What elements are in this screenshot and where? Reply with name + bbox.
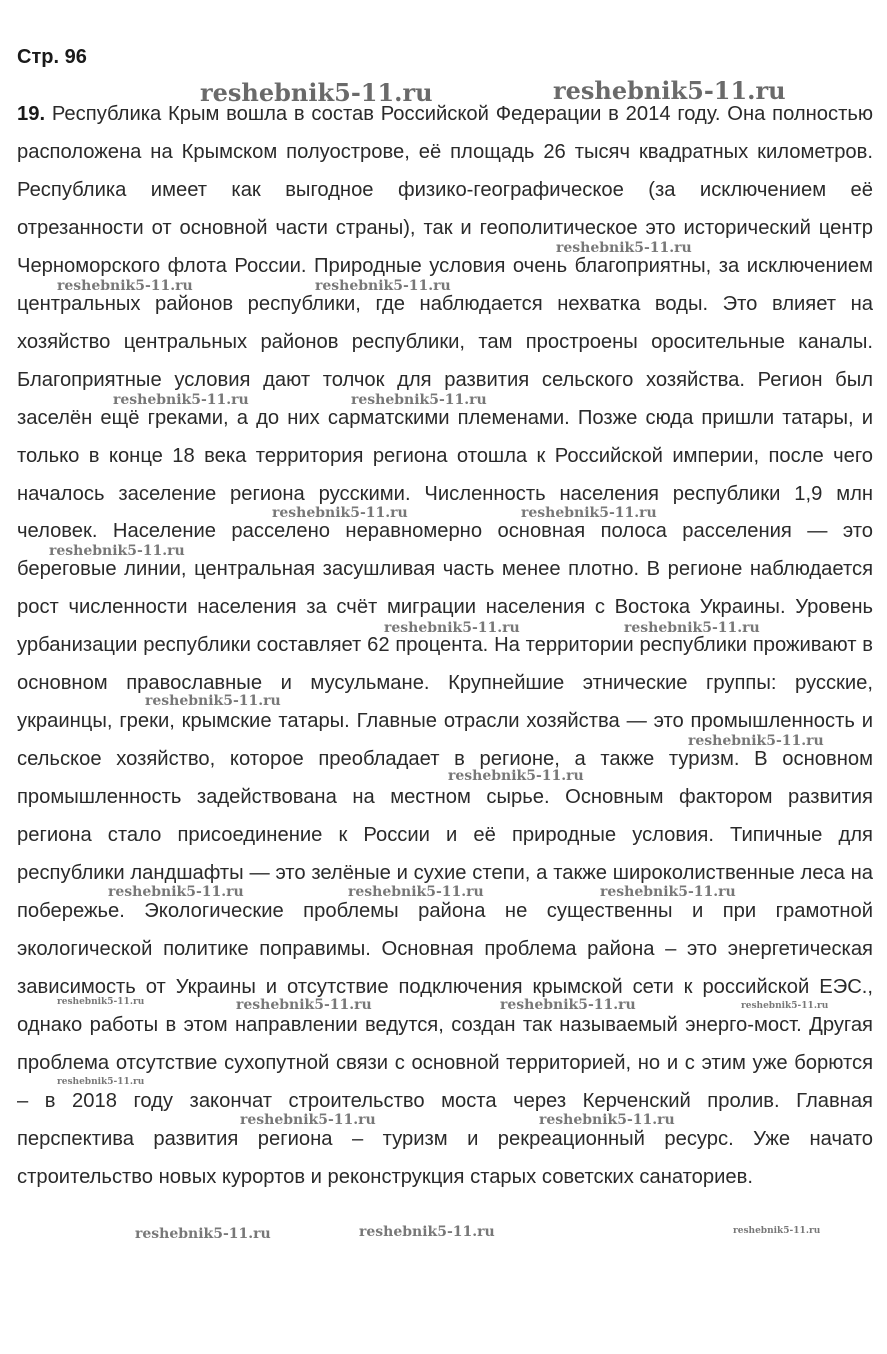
watermark: reshebnik5-11.ru [57, 1077, 145, 1087]
watermark: reshebnik5-11.ru [733, 1226, 821, 1236]
watermark: reshebnik5-11.ru [448, 768, 584, 784]
watermark: reshebnik5-11.ru [49, 543, 185, 559]
watermark: reshebnik5-11.ru [145, 693, 281, 709]
watermark: reshebnik5-11.ru [600, 884, 736, 900]
watermark: reshebnik5-11.ru [359, 1224, 495, 1240]
watermark: reshebnik5-11.ru [553, 76, 786, 105]
watermark: reshebnik5-11.ru [624, 620, 760, 636]
watermark: reshebnik5-11.ru [315, 278, 451, 294]
watermark: reshebnik5-11.ru [688, 733, 824, 749]
watermark: reshebnik5-11.ru [113, 392, 249, 408]
watermark: reshebnik5-11.ru [108, 884, 244, 900]
watermark: reshebnik5-11.ru [57, 278, 193, 294]
task-text-block [17, 96, 873, 1197]
page-label: Стр. 96 [17, 46, 87, 68]
watermark: reshebnik5-11.ru [240, 1112, 376, 1128]
watermark: reshebnik5-11.ru [539, 1112, 675, 1128]
watermark: reshebnik5-11.ru [348, 884, 484, 900]
watermark: reshebnik5-11.ru [351, 392, 487, 408]
watermark: reshebnik5-11.ru [272, 505, 408, 521]
watermark: reshebnik5-11.ru [57, 997, 145, 1007]
watermark: reshebnik5-11.ru [200, 78, 433, 107]
watermark: reshebnik5-11.ru [384, 620, 520, 636]
watermark: reshebnik5-11.ru [741, 1001, 829, 1011]
task-text: Республика Крым вошла в состав Российской Федерации в 2014 году. Она полностью расположена на Крымском полуострове, её площадь 26 тысяч квадратных километров. Республика имеет как выгодное физико-географическое (за исключением её отрезанности от основной части страны), так и геополитическое это исторический центр Черноморского флота России. Природные условия очень благоприятны, за исключением центральных районов республики, где наблюдается нехватка воды. Это влияет на хозяйство центральных районов республики, там простроены оросительные каналы. Благоприятные условия дают толчок для развития сельского хозяйства. Регион был заселён ещё греками, а до них сарматскими племенами. Позже сюда пришли татары, и только в конце 18 века территория региона отошла к Российской империи, после чего началось заселение региона русскими. Численность населения республики 1,9 млн человек. Население расселено неравномерно основная полоса расселения — это береговые линии, центральная засушливая часть менее плотно. В регионе наблюдается рост численности населения за счёт миграции населения с Востока Украины. Уровень урбанизации республики составляет 62 процента. На территории республики проживают в основном православные и мусульмане. Крупнейшие этнические группы: русские, украинцы, греки, крымские татары. Главные отрасли хозяйства — это промышленность и сельское хозяйство, которое преобладает в регионе, а также туризм. В основном промышленность задействована на местном сырье. Основным фактором развития региона стало присоединение к России и её природные условия. Типичные для республики ландшафты — это зелёные и сухие степи, а также широколиственные леса на побережье. Экологические проблемы района не существенны и при грамотной экологической политике поправимы. Основная проблема района – это энергетическая зависимость от Украины и отсутствие подключения крымской сети к российской ЕЭС., однако работы в этом направлении ведутся, создан так называемый энерго-мост. Другая проблема отсутствие сухопутной связи с основной территорией, но и с этим уже борются – в 2018 году закончат строительство моста через Керченский пролив. Главная перспектива развития региона – туризм и рекреационный ресурс. Уже начато строительство новых курортов и реконструкция старых советских санаториев. [17, 103, 874, 1188]
watermark: reshebnik5-11.ru [556, 240, 692, 256]
watermark: reshebnik5-11.ru [135, 1226, 271, 1242]
watermark: reshebnik5-11.ru [500, 997, 636, 1013]
task-number: 19. [17, 103, 46, 125]
watermark: reshebnik5-11.ru [236, 997, 372, 1013]
watermark: reshebnik5-11.ru [521, 505, 657, 521]
